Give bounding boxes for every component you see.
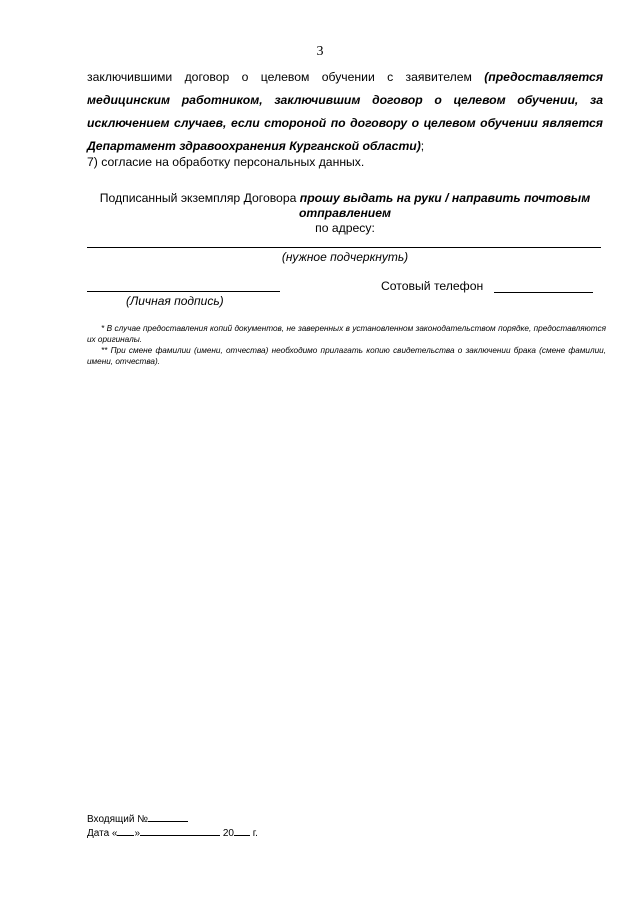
consent-item: 7) согласие на обработку персональных данных. <box>87 155 365 169</box>
date-day-blank[interactable] <box>117 826 134 836</box>
date-month-blank[interactable] <box>140 826 220 836</box>
incoming-label: Входящий № <box>87 814 148 825</box>
paragraph-text: заключившими договор о целевом обучении с заявителем <box>87 70 485 84</box>
request-text: Подписанный экземпляр Договора <box>99 191 300 205</box>
year-suffix: г. <box>252 828 258 839</box>
date-label: Дата « <box>87 828 118 839</box>
incoming-date-row <box>87 826 258 840</box>
delivery-request <box>87 191 603 236</box>
request-address-label: по адресу: <box>315 221 375 235</box>
phone-label: Сотовый телефон <box>381 279 484 293</box>
underline-hint: (нужное подчеркнуть) <box>281 250 409 264</box>
page-number: 3 <box>316 44 324 59</box>
incoming-number-row <box>87 812 258 826</box>
signature-line[interactable] <box>87 291 280 292</box>
date-year-blank[interactable] <box>234 826 250 836</box>
paragraph-emphasis: (предоставляется медицинским работником, заключившим договор о целевом обучении, за исключением случаев, если стороной по договору о целевом обучении является Департамент здравоохранения Курганской области) <box>87 70 603 153</box>
footnote-2: ** При смене фамилии (имени, отчества) необходимо прилагать копию свидетельства о заключении брака (смене фамилии, имени, отчества). <box>87 346 606 366</box>
phone-line[interactable] <box>494 292 593 293</box>
paragraph-end: ; <box>420 139 425 153</box>
incoming-number-blank[interactable] <box>148 812 188 822</box>
footnotes <box>87 323 606 367</box>
signature-caption: (Личная подпись) <box>126 294 224 308</box>
incoming-registration <box>87 812 258 840</box>
documents-paragraph <box>87 66 603 158</box>
year-prefix: 20 <box>222 828 234 839</box>
request-options: прошу выдать на руки / направить почтовым отправлением <box>298 191 591 220</box>
date-mid: » <box>134 828 141 839</box>
address-line[interactable] <box>87 247 601 248</box>
footnote-1: * В случае предоставления копий документов, не заверенных в установленном законодательством порядке, предоставляются их оригиналы. <box>87 324 606 344</box>
